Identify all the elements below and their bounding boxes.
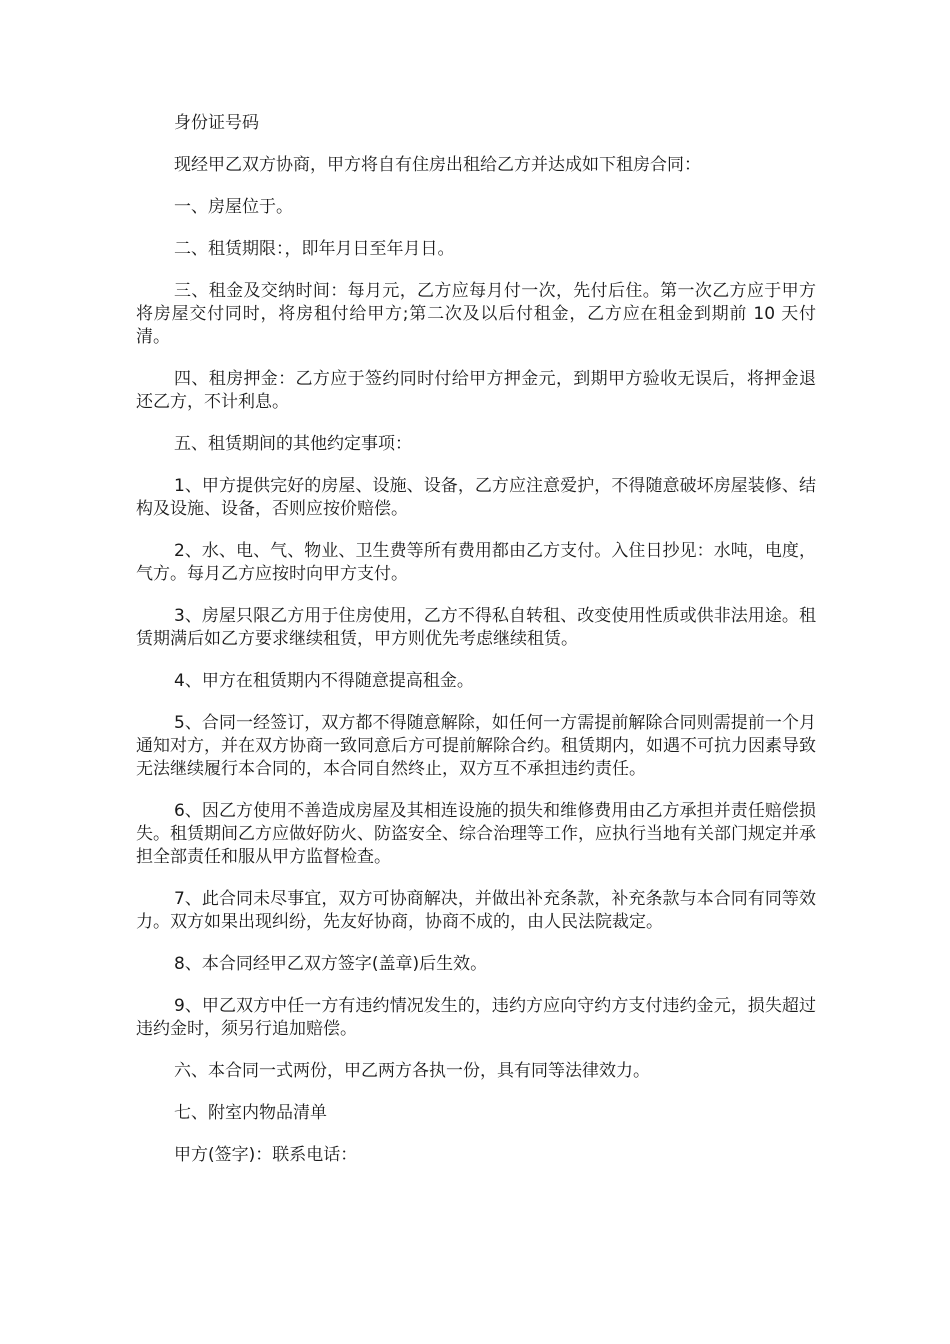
clause-2-term: 二、租赁期限：，即年月日至年月日。 [174, 239, 455, 259]
sub-clause-7: 7、此合同未尽事宜，双方可协商解决，并做出补充条款，补充条款与本合同有同等效力。双方如果出现纠纷，先友好协商，协商不成的，由人民法院裁定。 [136, 889, 816, 932]
sub-clause-1: 1、甲方提供完好的房屋、设施、设备，乙方应注意爱护，不得随意破坏房屋装修、结构及设施、设备，否则应按价赔偿。 [136, 476, 816, 519]
clause-4-deposit: 四、租房押金：乙方应于签约同时付给甲方押金元，到期甲方验收无误后，将押金退还乙方，不计利息。 [136, 369, 816, 412]
contract-intro: 现经甲乙双方协商，甲方将自有住房出租给乙方并达成如下租房合同： [174, 155, 701, 175]
clause-7-inventory: 七、附室内物品清单 [174, 1103, 327, 1123]
sub-clause-4: 4、甲方在租赁期内不得随意提高租金。 [174, 671, 474, 691]
sub-clause-2: 2、水、电、气、物业、卫生费等所有费用都由乙方支付。入住日抄见：水吨，电度，气方。每月乙方应按时向甲方支付。 [136, 541, 816, 584]
document-body [136, 112, 816, 1186]
sub-clause-6: 6、因乙方使用不善造成房屋及其相连设施的损失和维修费用由乙方承担并责任赔偿损失。租赁期间乙方应做好防火、防盗安全、综合治理等工作，应执行当地有关部门规定并承担全部责任和服从甲方监督检查。 [136, 801, 816, 867]
clause-6-copies: 六、本合同一式两份，甲乙两方各执一份，具有同等法律效力。 [174, 1061, 650, 1081]
sub-clause-3: 3、房屋只限乙方用于住房使用，乙方不得私自转租、改变使用性质或供非法用途。租赁期满后如乙方要求继续租赁，甲方则优先考虑继续租赁。 [136, 606, 816, 649]
sub-clause-5: 5、合同一经签订，双方都不得随意解除，如任何一方需提前解除合同则需提前一个月通知对方，并在双方协商一致同意后方可提前解除合约。租赁期内，如遇不可抗力因素导致无法继续履行本合同的，本合同自然终止，双方互不承担违约责任。 [136, 713, 816, 779]
clause-3-rent: 三、租金及交纳时间：每月元，乙方应每月付一次，先付后住。第一次乙方应于甲方将房屋交付同时，将房租付给甲方;第二次及以后付租金，乙方应在租金到期前 10 天付清。 [136, 281, 816, 347]
clause-5-heading: 五、租赁期间的其他约定事项： [174, 434, 412, 454]
sub-clause-8: 8、本合同经甲乙双方签字(盖章)后生效。 [174, 954, 488, 974]
sub-clause-9: 9、甲乙双方中任一方有违约情况发生的，违约方应向守约方支付违约金元，损失超过违约金时，须另行追加赔偿。 [136, 996, 816, 1039]
id-number-line: 身份证号码 [174, 113, 259, 133]
party-a-signature-line: 甲方(签字)：联系电话： [174, 1145, 358, 1165]
clause-1-location: 一、房屋位于。 [174, 197, 293, 217]
